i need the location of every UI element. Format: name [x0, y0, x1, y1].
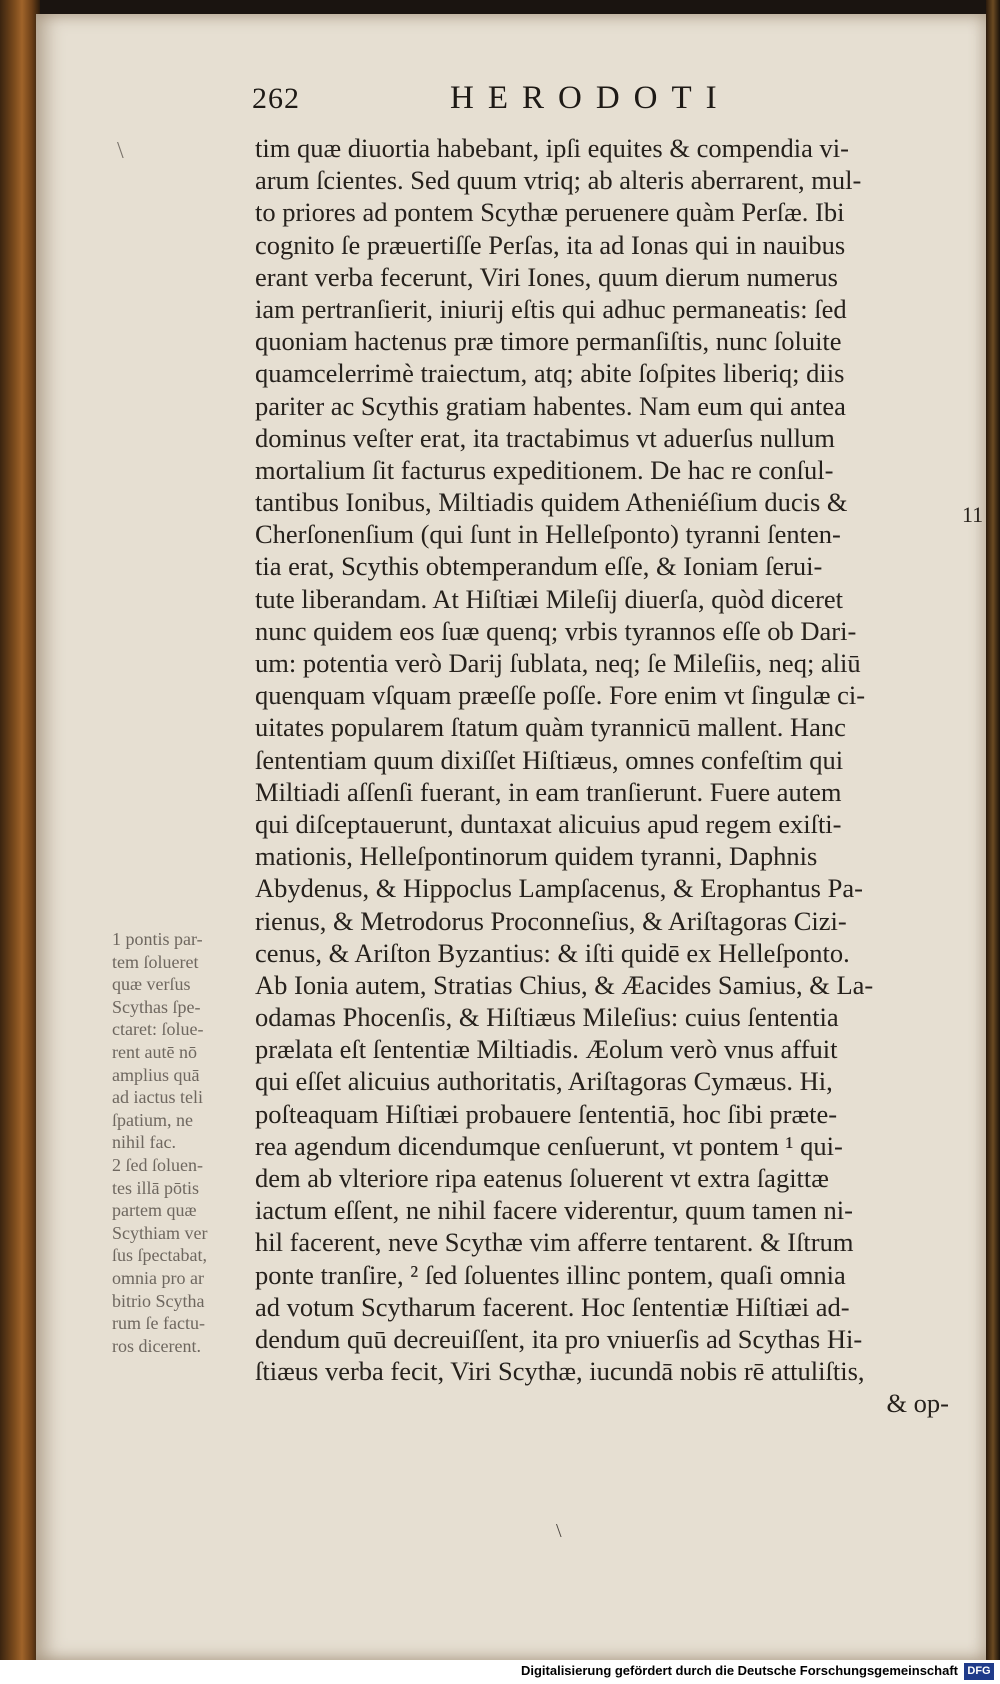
text-line: dem ab vlteriore ripa eatenus ſoluerent vt extra ſagittæ [255, 1163, 829, 1193]
text-line: tia erat, Scythis obtemperandum eſſe, & Ioniam ſerui- [255, 551, 823, 582]
text-line: poſteaquam Hiſtiæi probauere ſententiā, hoc ſibi præte- [255, 1098, 838, 1129]
text-line: odamas Phocenſis, & Hiſtiæus Mileſius: cuius ſententia [255, 1002, 839, 1033]
text-line: quenquam vſquam præeſſe poſſe. Fore enim vt ſingulæ ci- [255, 680, 866, 711]
margin-note-line: omnia pro ar [112, 1267, 204, 1288]
margin-note-line: ad iactus teli [112, 1087, 203, 1108]
text-line: uitates popularem ſtatum quàm tyrannicū mallent. Hanc [255, 712, 846, 743]
text-line: pariter ac Scythis gratiam habentes. Nam eum qui antea [255, 390, 846, 421]
text-line: mationis, Helleſpontinorum quidem tyranni, Daphnis [255, 841, 818, 872]
page-number: 262 [252, 82, 300, 115]
text-line: dendum quū decreuiſſent, ita pro vniuerſis ad Scythas Hi- [255, 1323, 863, 1354]
text-line: rienus, & Metrodorus Proconneſius, & Ariſtagoras Cizi- [255, 905, 847, 936]
margin-note-line: ſpatium, ne [112, 1109, 193, 1130]
funding-credit: Digitalisierung gefördert durch die Deutsche Forschungsgemeinschaft [520, 1663, 958, 1678]
text-line: quoniam hactenus præ timore permanſiſtis, nunc ſoluite [255, 326, 842, 357]
running-head: HERODOTI [450, 80, 731, 116]
text-line: arum ſcientes. Sed quum vtriq; ab alteris aberrarent, mul- [255, 165, 862, 196]
text-line: iam pertranſierit, iniurij eſtis qui adhuc permaneatis: ſed [255, 293, 847, 324]
text-line: quamcelerrimè traiectum, atq; abite ſoſpites liberiq; diis [255, 358, 845, 389]
margin-note-line: ſus ſpectabat, [112, 1245, 207, 1266]
margin-note-line: amplius quā [112, 1064, 200, 1085]
text-line: prælata eſt ſententiæ Miltiadis. Æolum verò vnus affuit [255, 1034, 838, 1065]
catchword: & op- [886, 1388, 949, 1419]
book-spine [0, 0, 40, 1660]
text-line: mortalium ſit facturus expeditionem. De hac re conſul- [255, 454, 834, 485]
margin-note-line: 1 pontis par- [112, 929, 203, 949]
text-line: nunc quidem eos ſuæ quenq; vrbis tyrannos eſſe ob Dari- [255, 615, 857, 646]
text-line: hil facerent, neve Scythæ vim afferre tentarent. & Iſtrum [255, 1227, 854, 1258]
margin-note-line: nihil fac. [112, 1132, 176, 1153]
margin-note-line: 2 ſed ſoluen- [112, 1154, 203, 1175]
margin-note-line: bitrio Scytha [112, 1290, 205, 1311]
text-line: tantibus Ionibus, Miltiadis quidem Atheniéſium ducis & [255, 487, 848, 518]
margin-note-line: ctaret: ſolue- [112, 1019, 204, 1040]
footer-bar [0, 1660, 1000, 1684]
dfg-logo: DFG [964, 1663, 994, 1680]
page-edge [986, 0, 1000, 1660]
margin-note-line: rum ſe factu- [112, 1313, 205, 1334]
margin-note-line: quæ verſus [112, 974, 191, 995]
text-line: erant verba fecerunt, Viri Iones, quum dierum numerus [255, 261, 838, 292]
text-line: qui eſſet alicuius authoritatis, Ariſtagoras Cymæus. Hi, [255, 1066, 833, 1097]
margin-note-line: tem ſolueret [112, 951, 199, 972]
text-line: cenus, & Ariſton Byzantius: & iſti quidē ex Helleſponto. [255, 937, 850, 968]
text-line: Miltiadi aſſenſi fuerant, in eam tranſierunt. Fuere autem [255, 776, 842, 807]
text-line: rea agendum dicendumque cenſuerunt, vt pontem ¹ qui- [255, 1130, 843, 1161]
margin-note-line: Scythas ſpe- [112, 996, 201, 1017]
margin-note-line: rent autē nō [112, 1041, 197, 1062]
text-line: cognito ſe præuertiſſe Perſas, ita ad Ionas qui in nauibus [255, 229, 846, 260]
margin-note-line: Scythiam ver [112, 1222, 208, 1243]
text-line: tim quæ diuortia habebant, ipſi equites & compendia vi- [255, 133, 849, 163]
text-line: ponte tranſire, ² ſed ſoluentes illinc pontem, quaſi omnia [255, 1259, 846, 1290]
margin-note-line: partem quæ [112, 1200, 197, 1221]
ink-mark: \ [117, 138, 124, 164]
text-line: to priores ad pontem Scythæ peruenere quàm Perſæ. Ibi [255, 197, 845, 228]
text-line: Cherſonenſium (qui ſunt in Helleſponto) tyranni ſenten- [255, 519, 841, 550]
margin-note-line: ros dicerent. [112, 1335, 201, 1356]
text-line: um: potentia verò Darij ſublata, neq; ſe Mileſiis, neq; aliū [255, 648, 861, 678]
main-text-column [255, 132, 955, 1420]
ink-mark: \ [556, 1520, 562, 1542]
margin-note-line: tes illā pōtis [112, 1177, 199, 1198]
text-line: qui diſceptauerunt, duntaxat alicuius apud regem exiſti- [255, 808, 842, 839]
text-line: ad votum Scytharum facerent. Hoc ſententiæ Hiſtiæi ad- [255, 1291, 850, 1322]
margin-section-number: 11 [962, 502, 984, 527]
text-line: Ab Ionia autem, Stratias Chius, & Æacides Samius, & La- [255, 969, 874, 1000]
text-line: tute liberandam. At Hiſtiæi Mileſij diuerſa, quòd diceret [255, 583, 844, 614]
text-line: dominus veſter erat, ita tractabimus vt aduerſus nullum [255, 422, 835, 453]
text-line: Abydenus, & Hippoclus Lampſacenus, & Erophantus Pa- [255, 873, 863, 904]
text-line: ſtiæus verba fecit, Viri Scythæ, iucundā nobis rē attuliſtis, [255, 1356, 865, 1387]
text-line: ſententiam quum dixiſſet Hiſtiæus, omnes confeſtim qui [255, 744, 844, 775]
text-line: iactum eſſent, ne nihil facere viderentur, quum tamen ni- [255, 1195, 853, 1226]
margin-notes [112, 928, 252, 1357]
